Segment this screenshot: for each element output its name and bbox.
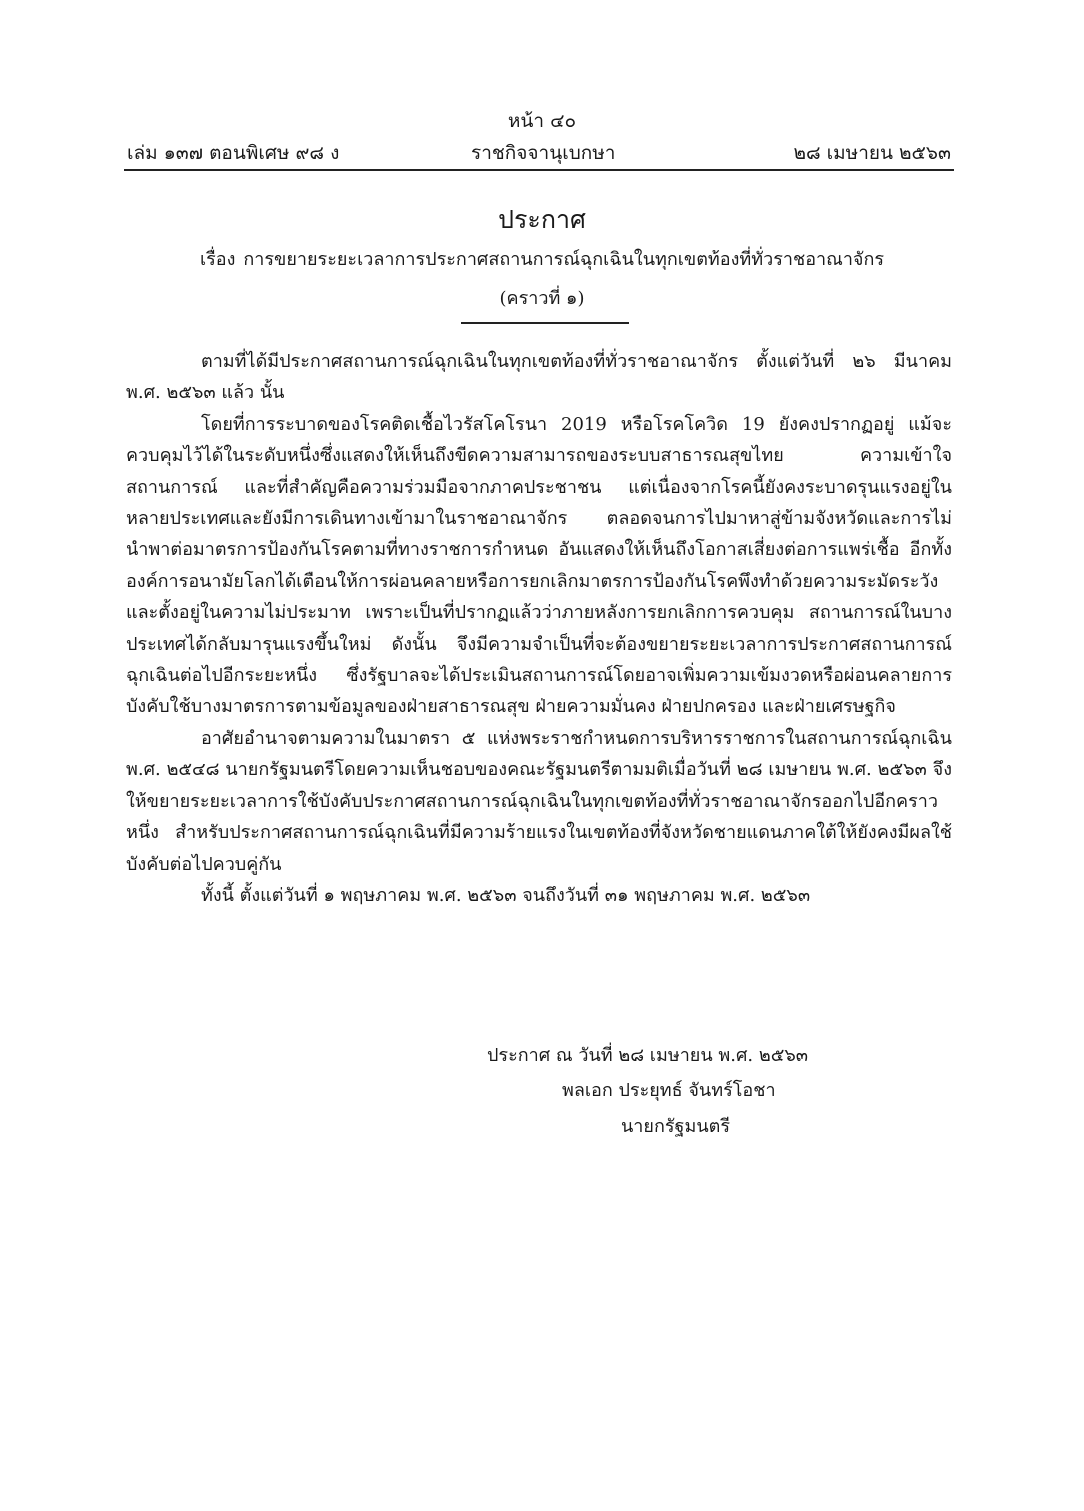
subject-text: การขยายระยะเวลาการประกาศสถานการณ์ฉุกเฉินในทุกเขตท้องที่ทั่วราชอาณาจักร [243, 249, 885, 270]
signatory-name: พลเอก ประยุทธ์ จันทร์โอชา [562, 1080, 776, 1101]
signatory-position: นายกรัฐมนตรี [621, 1116, 730, 1137]
effective-period: ทั้งนี้ ตั้งแต่วันที่ ๑ พฤษภาคม พ.ศ. ๒๕๖๓ จนถึงวันที่ ๓๑ พฤษภาคม พ.ศ. ๒๕๖๓ [201, 884, 811, 906]
header-divider [124, 169, 954, 171]
volume-issue: เล่ม ๑๓๗ ตอนพิเศษ ๙๘ ง [127, 142, 340, 164]
document-title: ประกาศ [498, 205, 586, 234]
publication-name: ราชกิจจานุเบกษา [471, 142, 616, 164]
page-number: หน้า ๔๐ [507, 110, 577, 132]
gazette-header [125, 138, 953, 166]
publication-date: ๒๘ เมษายน ๒๕๖๓ [793, 142, 951, 164]
document-issue: (คราวที่ ๑) [499, 288, 585, 309]
signature-date: ประกาศ ณ วันที่ ๒๘ เมษายน พ.ศ. ๒๕๖๓ [487, 1045, 809, 1066]
body-paragraph: ตามที่ได้มีประกาศสถานการณ์ฉุกเฉินในทุกเขตท้องที่ทั่วราชอาณาจักร ตั้งแต่วันที่ ๒๖ มีนาคม พ.ศ. ๒๕๖๓ แล้ว นั้น [126, 351, 952, 404]
document-body [126, 346, 952, 911]
body-paragraph: โดยที่การระบาดของโรคติดเชื้อไวรัสโคโรนา 2019 หรือโรคโควิด 19 ยังคงปรากฏอยู่ แม้จะควบคุมไว้ได้ในระดับหนึ่งซึ่งแสดงให้เห็นถึงขีดความสามารถของระบบสาธารณสุขไทย ความเข้าใจสถานการณ์ และที่สำคัญคือความร่วมมือจากภาคประชาชน แต่เนื่องจากโรคนี้ยังคงระบาดรุนแรงอยู่ในหลายประเทศและยังมีการเดินทางเข้ามาในราชอาณาจักร ตลอดจนการไปมาหาสู่ข้ามจังหวัดและการไม่นำพาต่อมาตรการป้องกันโรคตามที่ทางราชการกำหนด อันแสดงให้เห็นถึงโอกาสเสี่ยงต่อการแพร่เชื้อ อีกทั้งองค์การอนามัยโลกได้เตือนให้การผ่อนคลายหรือการยกเลิกมาตรการป้องกันโรคพึงทำด้วยความระมัดระวังและตั้งอยู่ในความไม่ประมาท เพราะเป็นที่ปรากฏแล้วว่าภายหลังการยกเลิกการควบคุม สถานการณ์ในบางประเทศได้กลับมารุนแรงขึ้นใหม่ ดังนั้น จึงมีความจำเป็นที่จะต้องขยายระยะเวลาการประกาศสถานการณ์ฉุกเฉินต่อไปอีกระยะหนึ่ง ซึ่งรัฐบาลจะได้ประเมินสถานการณ์โดยอาจเพิ่มความเข้มงวดหรือผ่อนคลายการบังคับใช้บางมาตรการตามข้อมูลของฝ่ายสาธารณสุข ฝ่ายความมั่นคง ฝ่ายปกครอง และฝ่ายเศรษฐกิจ [126, 413, 952, 718]
subject-label: เรื่อง [199, 249, 236, 270]
body-paragraph: อาศัยอำนาจตามความในมาตรา ๕ แห่งพระราชกำหนดการบริหารราชการในสถานการณ์ฉุกเฉิน พ.ศ. ๒๕๔๘ นายกรัฐมนตรีโดยความเห็นชอบของคณะรัฐมนตรีตามมติเมื่อวันที่ ๒๘ เมษายน พ.ศ. ๒๕๖๓ จึงให้ขยายระยะเวลาการใช้บังคับประกาศสถานการณ์ฉุกเฉินในทุกเขตท้องที่ทั่วราชอาณาจักรออกไปอีกคราวหนึ่ง สำหรับประกาศสถานการณ์ฉุกเฉินที่มีความร้ายแรงในเขตท้องที่จังหวัดชายแดนภาคใต้ให้ยังคงมีผลใช้บังคับต่อไปควบคู่กัน [126, 727, 952, 875]
title-divider [461, 322, 629, 324]
document-subject [0, 244, 1084, 273]
